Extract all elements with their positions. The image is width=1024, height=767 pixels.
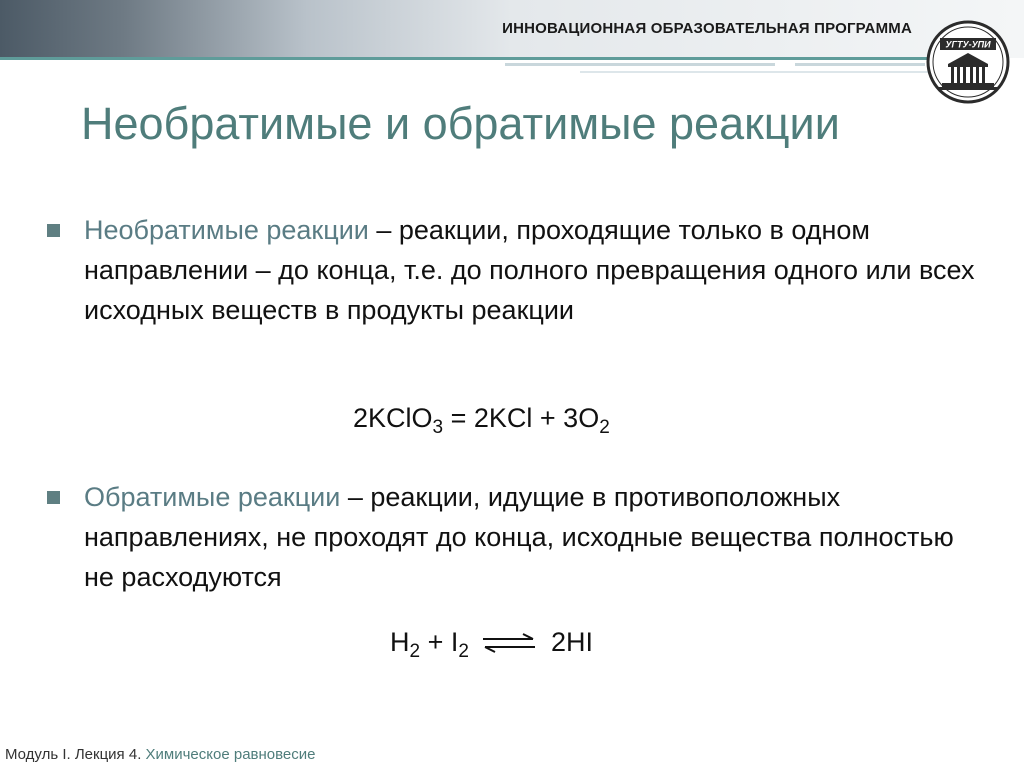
slide-title: Необратимые и обратимые реакции [81,98,840,149]
equilibrium-arrows-icon [481,631,537,655]
header-rule-accent [795,63,925,66]
equation-hi: $H_2 + I_2$ 2HI [390,627,593,662]
header-rule [0,57,932,60]
bullet-irreversible [84,210,984,330]
header-rule-accent [505,63,775,66]
bullet-square-icon [47,491,60,504]
definition-reversible: – реакции, идущие в противоположных направлениях, не проходят до конца, исходные вещества полностью не расходуются [84,482,954,592]
university-logo-icon [926,20,1010,104]
footer-topic: Химическое равновесие [145,746,316,763]
bullet-square-icon [47,224,60,237]
footer [5,746,316,763]
bullet-reversible [84,477,984,597]
logo-text: УГТУ-УПИ [945,39,991,50]
footer-module: Модуль I. Лекция 4. [5,746,142,763]
header-rule-accent [580,71,930,73]
term-reversible: Обратимые реакции [84,482,341,512]
definition-irreversible: – реакции, проходящие только в одном направлении – до конца, т.е. до полного превращения одного или всех исходных веществ в продукты реакции [84,215,975,325]
equation-kclo3: 2KClO$_3$ = $2KCl + 3O_2$ [353,403,610,438]
program-title: ИННОВАЦИОННАЯ ОБРАЗОВАТЕЛЬНАЯ ПРОГРАММА [502,20,912,37]
term-irreversible: Необратимые реакции [84,215,369,245]
